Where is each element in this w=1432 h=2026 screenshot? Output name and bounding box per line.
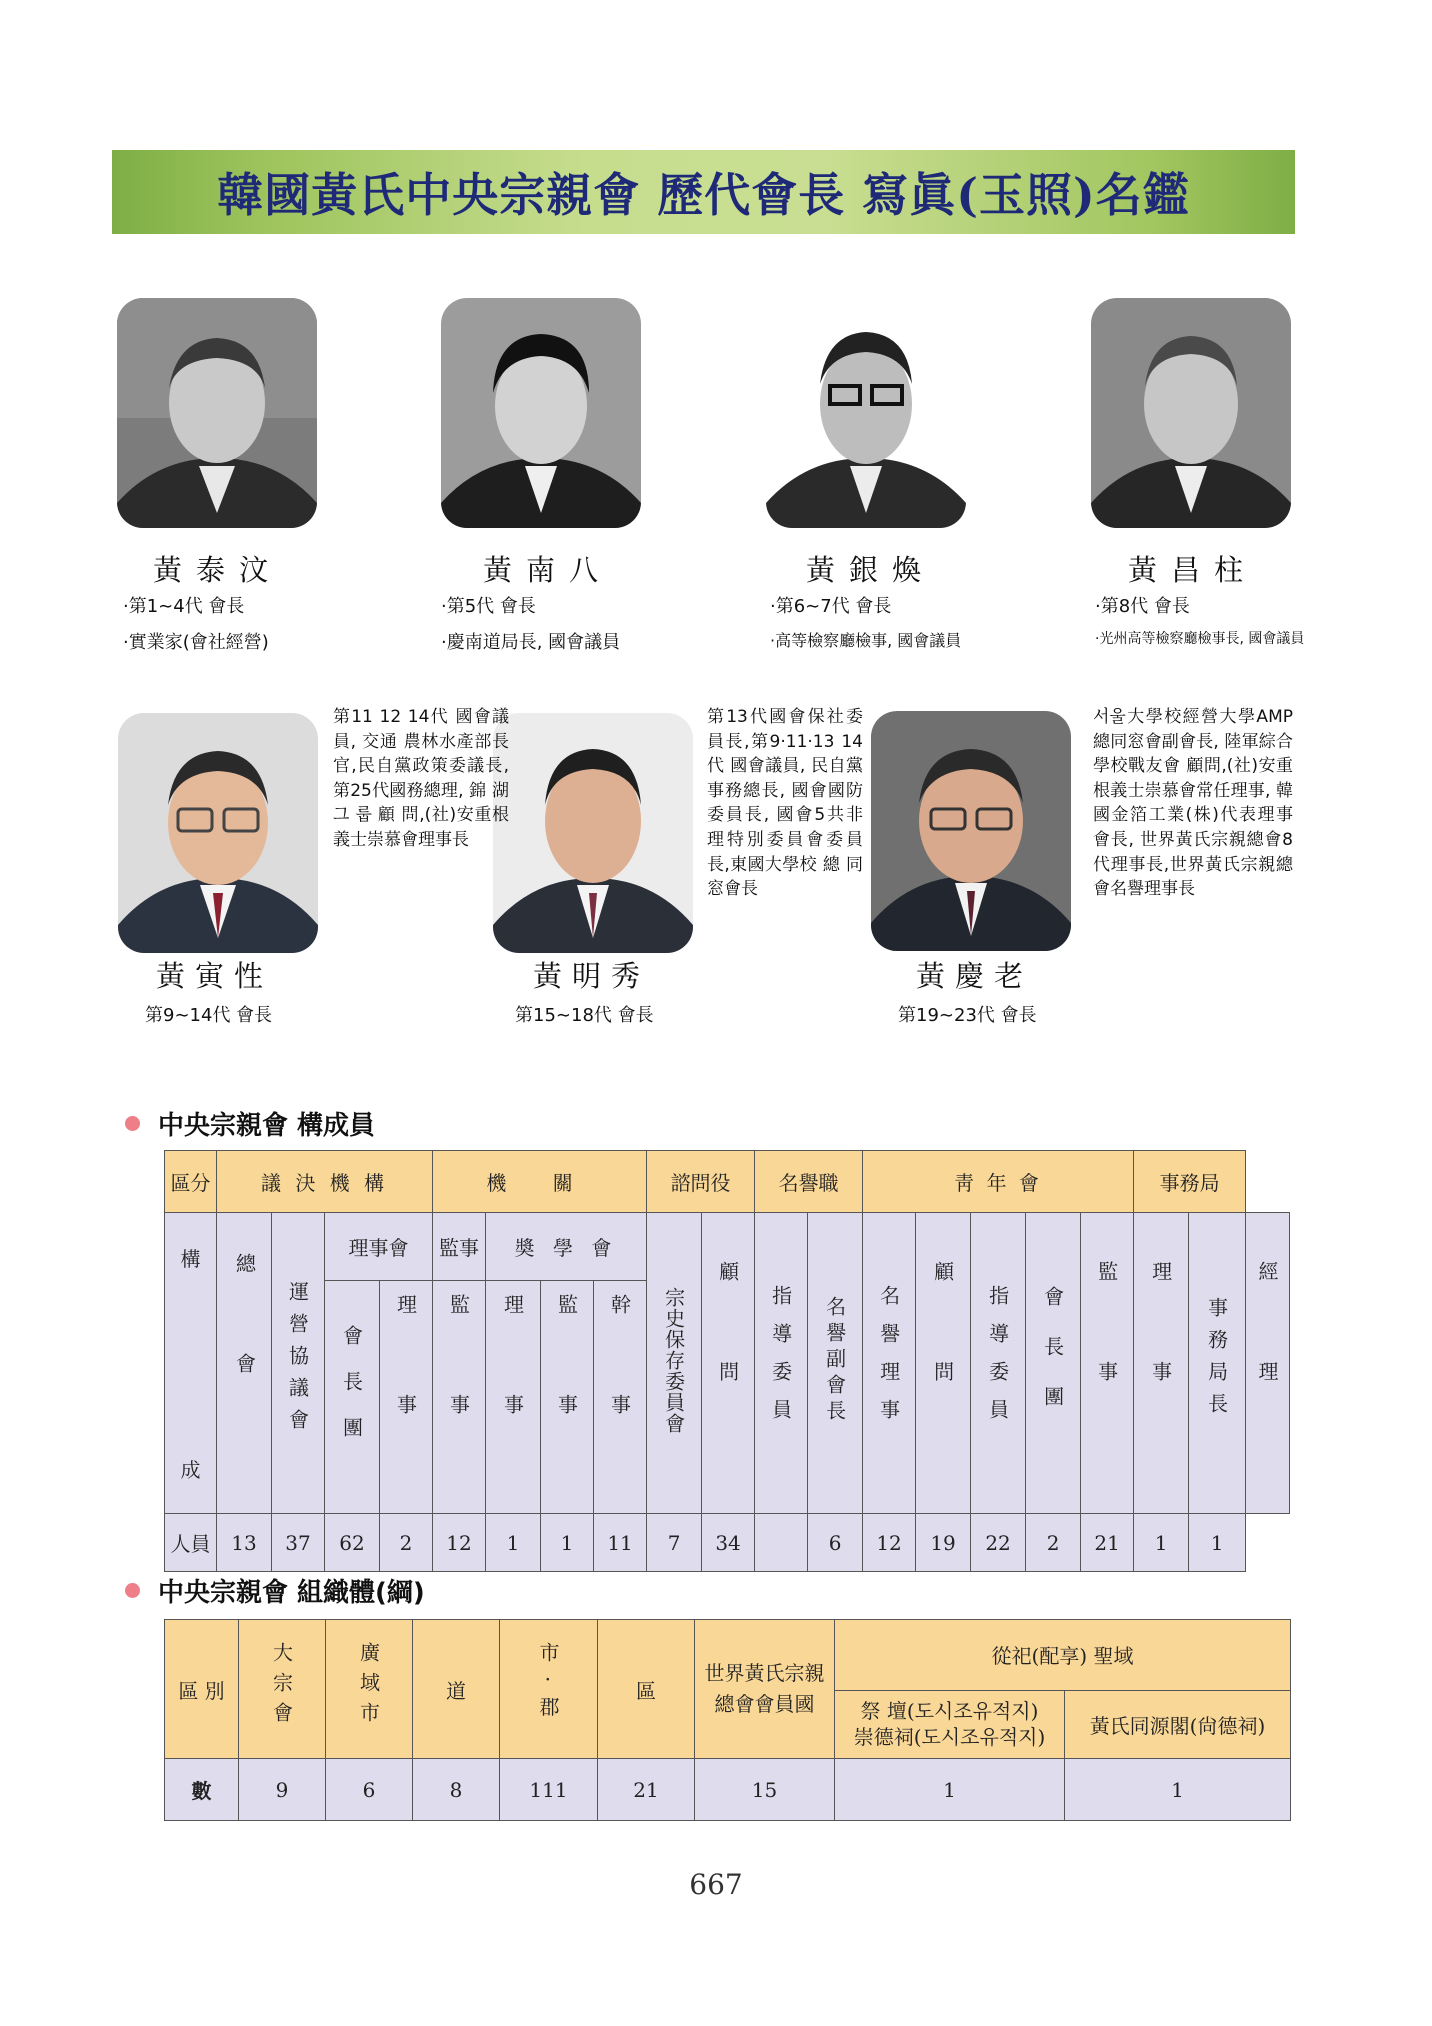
portrait-bio-6: 第13代國會保社委員長,第9·11·13 14代 國會議員, 民自黨事務總長, 國會國防委員長, 國會5共非理特別委員會委員長,東國大學校 總 同窓會長 [707, 707, 863, 900]
header-cn-gamsa-text: 監事 [1094, 1260, 1119, 1461]
count-label: 數 [165, 1759, 239, 1821]
count-value: 1 [1065, 1759, 1291, 1821]
portrait-name-6: 黃明秀 [533, 959, 651, 993]
header-samu-guk-text: 事務局長 [1204, 1296, 1229, 1425]
header-cn-hoejangdan-text: 會長團 [1040, 1285, 1065, 1436]
header-jongsa [647, 1213, 702, 1514]
portrait-photo-4 [1091, 298, 1291, 528]
header-gamsa-group: 監事 [433, 1213, 486, 1281]
people-value: 22 [971, 1514, 1026, 1572]
header-cn-isa [1134, 1213, 1189, 1514]
count-value: 111 [500, 1759, 598, 1821]
portrait-bio-7: 서울大學校經營大學AMP總同窓會副會長, 陸軍綜合學校戰友會 顧問,(社)安重根義士崇慕會常任理事, 韓國金箔工業(株)代表理事會長, 世界黃氏宗親總會8代理事長,世界黃氏宗親總會名譽理事長 [1093, 707, 1293, 900]
people-value: 1 [541, 1514, 594, 1572]
org-header-sungdeok: 崇德祠(도시조유적지) [853, 1725, 1046, 1750]
section-heading-organization [125, 1572, 425, 1609]
header-jido-text: 指導委員 [768, 1284, 793, 1437]
portrait-name-1: 黃泰汶 [153, 553, 283, 587]
portrait-photo-1 [117, 298, 317, 528]
org-header-gwangyeok-text: 廣域市 [356, 1641, 381, 1732]
header-jh-gamsa [541, 1280, 594, 1513]
header-myeongye-isa-text: 名譽理事 [876, 1284, 901, 1437]
header-cn-gomun [916, 1213, 971, 1514]
header-isa [380, 1280, 433, 1513]
count-value: 1 [835, 1759, 1065, 1821]
people-value: 6 [808, 1514, 863, 1572]
org-header-dongwon: 黃氏同源閣(尙德祠) [1065, 1690, 1291, 1759]
members-table [164, 1150, 1290, 1572]
portrait-name-4: 黃昌柱 [1128, 553, 1258, 587]
org-header-gubyeol: 區 別 [165, 1620, 239, 1759]
portrait-term-4: ·第8代 會長 [1095, 596, 1190, 617]
page-number: 667 [689, 1868, 743, 1901]
portrait-career-3: ·高等檢察廳檢事, 國會議員 [770, 631, 962, 650]
portrait-career-1: ·實業家(會社經營) [123, 632, 269, 653]
org-header-jedan-sungdeok [835, 1690, 1065, 1759]
portrait-name-5: 黃寅性 [156, 959, 274, 993]
organization-count-row [165, 1759, 1291, 1821]
header-hoejangdan [325, 1280, 380, 1513]
header-samu-guk [1189, 1213, 1246, 1514]
organization-table [164, 1619, 1291, 1821]
header-gusseong-top: 構 [180, 1247, 201, 1271]
portrait-term-3: ·第6∼7代 會長 [770, 596, 892, 617]
header-jido [755, 1213, 808, 1514]
portrait-name-7: 黃慶老 [916, 959, 1034, 993]
header-unyeong-text: 運營協議會 [285, 1280, 310, 1441]
people-value: 19 [916, 1514, 971, 1572]
portrait-photo-2 [441, 298, 641, 528]
header-gamsa-leaf [433, 1280, 486, 1513]
header-jh-isa [486, 1280, 541, 1513]
org-header-dae [239, 1620, 326, 1759]
portrait-term-5: 第9∼14代 會長 [145, 1005, 273, 1026]
portrait-career-2: ·慶南道局長, 國會議員 [441, 632, 621, 653]
org-header-do: 道 [413, 1620, 500, 1759]
portrait-term-6: 第15∼18代 會長 [515, 1005, 654, 1026]
people-label: 人員 [165, 1514, 217, 1572]
people-value: 13 [217, 1514, 272, 1572]
header-gusseong [165, 1213, 217, 1514]
org-header-sigun-text: 市·郡 [536, 1642, 560, 1731]
header-chonghoe-text: 總會 [232, 1253, 257, 1453]
people-value: 12 [433, 1514, 486, 1572]
section-heading-text: 中央宗親會 構成員 [158, 1111, 376, 1141]
header-cn-hoejangdan [1026, 1213, 1081, 1514]
header-jh-gamsa-text: 監事 [554, 1294, 579, 1495]
people-value: 1 [486, 1514, 541, 1572]
people-value: 2 [380, 1514, 433, 1572]
count-value: 9 [239, 1759, 326, 1821]
bullet-dot-icon [125, 1116, 140, 1131]
org-header-jongsa: 從祀(配享) 聖域 [835, 1620, 1291, 1691]
portrait-photo-6 [493, 713, 693, 953]
org-header-dae-text: 大宗會 [269, 1641, 294, 1732]
header-jongsa-text: 宗史保存委員會 [661, 1287, 686, 1434]
header-hoejangdan-text: 會長團 [339, 1325, 364, 1464]
portrait-photo-3 [766, 298, 966, 528]
header-gubun: 區分 [165, 1151, 217, 1213]
header-jh-isa-text: 理事 [500, 1294, 525, 1495]
header-myeongye-bu [808, 1213, 863, 1514]
title-band [112, 150, 1295, 234]
header-gusseong-bottom: 成 [180, 1458, 201, 1482]
org-header-gu: 區 [598, 1620, 695, 1759]
org-header-segye-text: 世界黃氏宗親總會會員國 [704, 1661, 825, 1716]
bullet-dot-icon [125, 1583, 140, 1598]
portrait-term-2: ·第5代 會長 [441, 596, 536, 617]
org-header-sigun [500, 1620, 598, 1759]
people-value: 1 [1134, 1514, 1189, 1572]
portrait-term-1: ·第1∼4代 會長 [123, 596, 245, 617]
section-heading-text: 中央宗親會 組織體(綱) [158, 1578, 425, 1608]
header-cn-isa-text: 理事 [1148, 1260, 1173, 1461]
header-gomun [702, 1213, 755, 1514]
header-cheongnyeon: 靑 年 會 [863, 1151, 1134, 1213]
members-people-row [165, 1514, 1290, 1572]
people-value [755, 1514, 808, 1572]
header-cn-jido-text: 指導委員 [985, 1284, 1010, 1437]
portrait-bio-5: 第11 12 14代 國會議員, 交通 農林水產部長官,民自黨政策委議長, 第25代國務總理, 錦 湖 그 룹 顧 問,(社)安重根義士崇慕會理事長 [333, 707, 509, 850]
portrait-photo-7 [871, 711, 1071, 951]
org-header-segye [695, 1620, 835, 1759]
people-value: 21 [1081, 1514, 1134, 1572]
header-cn-gomun-text: 顧問 [930, 1260, 955, 1461]
people-value: 12 [863, 1514, 916, 1572]
portrait-name-3: 黃銀煥 [806, 553, 936, 587]
org-header-jedan: 祭 壇(도시조유적지) [860, 1699, 1039, 1724]
header-cn-gamsa [1081, 1213, 1134, 1514]
people-value: 2 [1026, 1514, 1081, 1572]
header-myeongye: 名譽職 [755, 1151, 863, 1213]
header-gamsa-leaf-text: 監事 [446, 1294, 471, 1495]
header-janghakhoe: 奬 學 會 [486, 1213, 647, 1281]
header-gomun-text: 顧問 [715, 1260, 740, 1461]
people-value: 1 [1189, 1514, 1246, 1572]
portrait-career-4: ·光州高等檢察廳檢事長, 國會議員 [1095, 631, 1305, 647]
section-heading-members [125, 1105, 375, 1142]
people-value: 11 [594, 1514, 647, 1572]
people-value: 7 [647, 1514, 702, 1572]
header-jh-gansa-text: 幹事 [607, 1294, 632, 1495]
header-jamun: 諮問役 [647, 1151, 755, 1213]
header-isa-text: 理事 [393, 1294, 418, 1495]
header-gyeongni [1246, 1213, 1290, 1514]
header-chonghoe [217, 1213, 272, 1514]
count-value: 21 [598, 1759, 695, 1821]
header-gigwan: 機 關 [433, 1151, 647, 1213]
count-value: 15 [695, 1759, 835, 1821]
org-header-gwangyeok [326, 1620, 413, 1759]
header-jh-gansa [594, 1280, 647, 1513]
people-value: 37 [272, 1514, 325, 1572]
header-cn-jido [971, 1213, 1026, 1514]
header-myeongye-bu-text: 名譽副會長 [822, 1295, 847, 1426]
count-value: 8 [413, 1759, 500, 1821]
count-value: 6 [326, 1759, 413, 1821]
portrait-term-7: 第19∼23代 會長 [898, 1005, 1037, 1026]
header-myeongye-isa [863, 1213, 916, 1514]
header-unyeong [272, 1213, 325, 1514]
portrait-photo-5 [118, 713, 318, 953]
portrait-name-2: 黃南八 [483, 553, 613, 587]
header-samuguk: 事務局 [1134, 1151, 1246, 1213]
header-uigyeol: 議 決 機 構 [217, 1151, 433, 1213]
header-gyeongni-text: 經理 [1255, 1260, 1280, 1461]
page-title: 韓國黃氏中央宗親會 歷代會長 寫眞(玉照)名鑑 [217, 168, 1190, 222]
people-value: 34 [702, 1514, 755, 1572]
people-value: 62 [325, 1514, 380, 1572]
header-isahoe: 理事會 [325, 1213, 433, 1281]
